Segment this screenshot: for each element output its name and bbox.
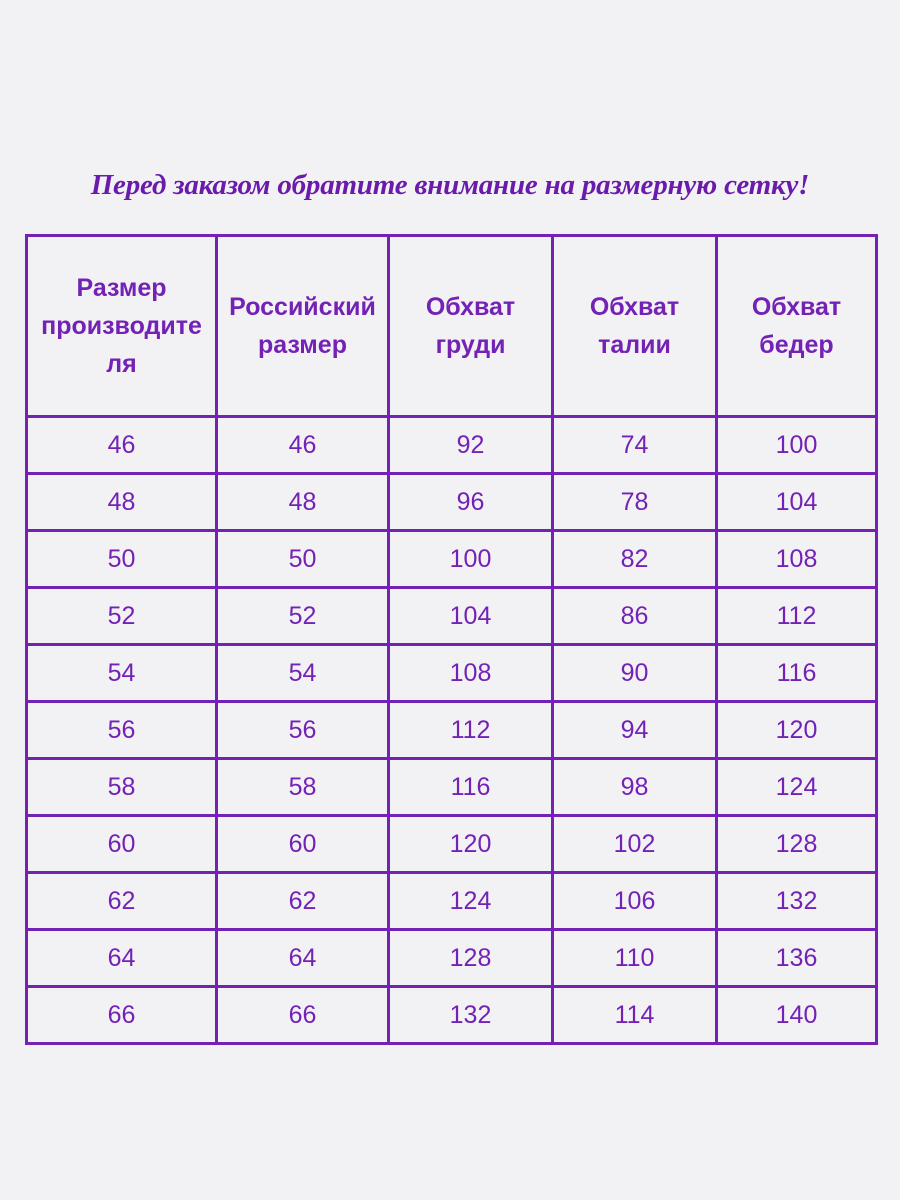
size-table-container bbox=[25, 234, 875, 1045]
table-body bbox=[27, 417, 877, 1044]
table-header bbox=[27, 236, 877, 417]
column-header-waist: Обхват талии bbox=[553, 236, 717, 417]
table-row bbox=[27, 417, 877, 474]
table-row bbox=[27, 588, 877, 645]
cell-russian-size: 56 bbox=[217, 702, 389, 759]
cell-manufacturer-size: 60 bbox=[27, 816, 217, 873]
cell-waist: 110 bbox=[553, 930, 717, 987]
cell-hips: 100 bbox=[717, 417, 877, 474]
cell-russian-size: 46 bbox=[217, 417, 389, 474]
cell-hips: 140 bbox=[717, 987, 877, 1044]
cell-waist: 74 bbox=[553, 417, 717, 474]
table-row bbox=[27, 531, 877, 588]
cell-waist: 114 bbox=[553, 987, 717, 1044]
cell-hips: 132 bbox=[717, 873, 877, 930]
cell-manufacturer-size: 64 bbox=[27, 930, 217, 987]
cell-waist: 86 bbox=[553, 588, 717, 645]
table-row bbox=[27, 702, 877, 759]
cell-manufacturer-size: 58 bbox=[27, 759, 217, 816]
cell-hips: 112 bbox=[717, 588, 877, 645]
cell-manufacturer-size: 56 bbox=[27, 702, 217, 759]
size-table bbox=[25, 234, 878, 1045]
table-row bbox=[27, 645, 877, 702]
column-header-chest: Обхват груди bbox=[389, 236, 553, 417]
cell-hips: 120 bbox=[717, 702, 877, 759]
cell-waist: 94 bbox=[553, 702, 717, 759]
cell-chest: 116 bbox=[389, 759, 553, 816]
cell-waist: 82 bbox=[553, 531, 717, 588]
cell-manufacturer-size: 54 bbox=[27, 645, 217, 702]
cell-russian-size: 58 bbox=[217, 759, 389, 816]
cell-chest: 104 bbox=[389, 588, 553, 645]
cell-russian-size: 62 bbox=[217, 873, 389, 930]
cell-hips: 124 bbox=[717, 759, 877, 816]
cell-russian-size: 60 bbox=[217, 816, 389, 873]
cell-russian-size: 66 bbox=[217, 987, 389, 1044]
cell-hips: 136 bbox=[717, 930, 877, 987]
cell-waist: 78 bbox=[553, 474, 717, 531]
cell-russian-size: 64 bbox=[217, 930, 389, 987]
cell-waist: 90 bbox=[553, 645, 717, 702]
table-row bbox=[27, 816, 877, 873]
cell-chest: 108 bbox=[389, 645, 553, 702]
cell-manufacturer-size: 46 bbox=[27, 417, 217, 474]
cell-chest: 128 bbox=[389, 930, 553, 987]
cell-russian-size: 52 bbox=[217, 588, 389, 645]
cell-waist: 98 bbox=[553, 759, 717, 816]
cell-hips: 128 bbox=[717, 816, 877, 873]
cell-chest: 124 bbox=[389, 873, 553, 930]
cell-manufacturer-size: 66 bbox=[27, 987, 217, 1044]
table-row bbox=[27, 930, 877, 987]
cell-russian-size: 48 bbox=[217, 474, 389, 531]
table-row bbox=[27, 873, 877, 930]
cell-manufacturer-size: 50 bbox=[27, 531, 217, 588]
cell-manufacturer-size: 62 bbox=[27, 873, 217, 930]
cell-chest: 96 bbox=[389, 474, 553, 531]
table-row bbox=[27, 759, 877, 816]
cell-chest: 92 bbox=[389, 417, 553, 474]
cell-manufacturer-size: 52 bbox=[27, 588, 217, 645]
cell-chest: 132 bbox=[389, 987, 553, 1044]
page-title: Перед заказом обратите внимание на размерную сетку! bbox=[90, 169, 810, 201]
cell-chest: 112 bbox=[389, 702, 553, 759]
column-header-russian-size: Российский размер bbox=[217, 236, 389, 417]
cell-hips: 116 bbox=[717, 645, 877, 702]
table-row bbox=[27, 474, 877, 531]
cell-chest: 120 bbox=[389, 816, 553, 873]
column-header-manufacturer-size: Размер производителя bbox=[27, 236, 217, 417]
cell-manufacturer-size: 48 bbox=[27, 474, 217, 531]
cell-waist: 102 bbox=[553, 816, 717, 873]
table-header-row bbox=[27, 236, 877, 417]
cell-waist: 106 bbox=[553, 873, 717, 930]
column-header-hips: Обхват бедер bbox=[717, 236, 877, 417]
cell-chest: 100 bbox=[389, 531, 553, 588]
cell-hips: 108 bbox=[717, 531, 877, 588]
cell-hips: 104 bbox=[717, 474, 877, 531]
cell-russian-size: 54 bbox=[217, 645, 389, 702]
cell-russian-size: 50 bbox=[217, 531, 389, 588]
table-row bbox=[27, 987, 877, 1044]
